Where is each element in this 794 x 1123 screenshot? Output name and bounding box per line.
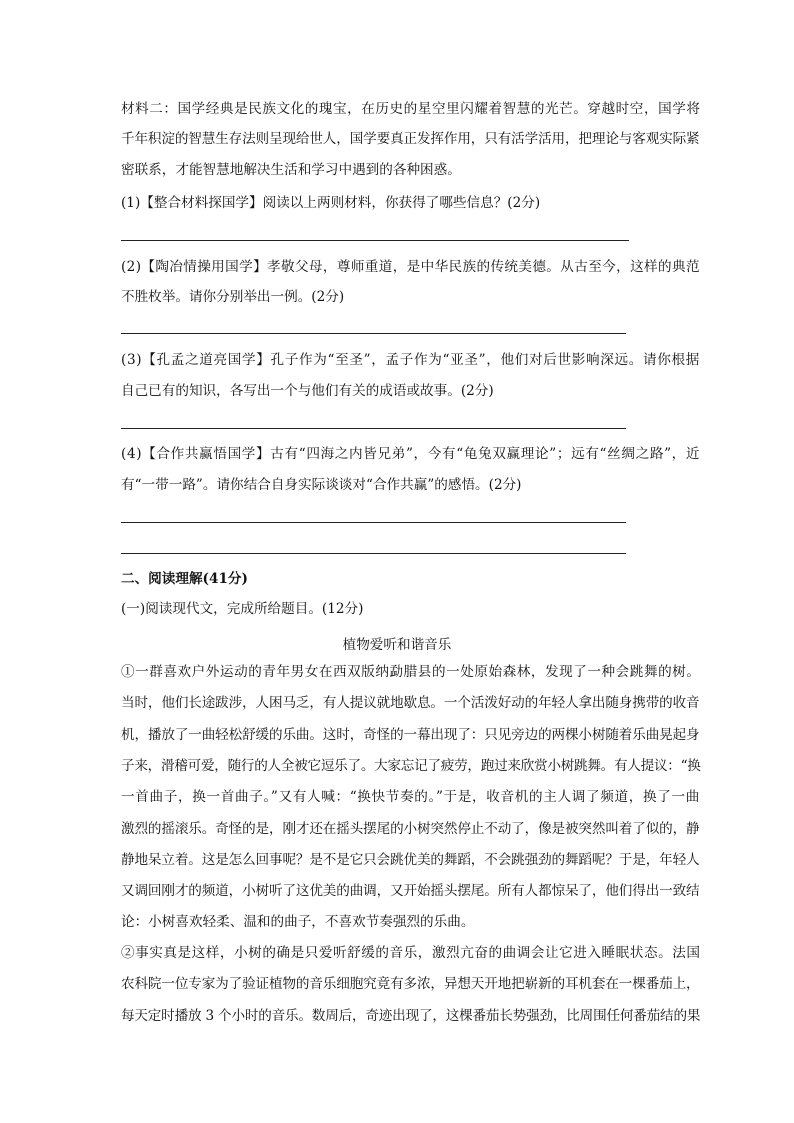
question-1: (1)【整合材料探国学】阅读以上两则材料，你获得了哪些信息？(2分): [121, 195, 541, 211]
question-2-line-2: 不胜枚举。请你分别举出一例。(2分): [121, 289, 345, 305]
answer-line-q4-b[interactable]: [121, 553, 626, 554]
answer-line-q3[interactable]: [121, 428, 626, 429]
para1-line-7: 静地呆立着。这是怎么回事呢？是不是它只会跳优美的舞蹈，不会跳强劲的舞蹈呢？于是，年轻人: [121, 852, 700, 868]
para1-line-2: 当时，他们长途跋涉，人困马乏，有人提议就地歇息。一个活泼好动的年轻人拿出随身携带的收音: [121, 695, 700, 711]
material2-line-1: 材料二：国学经典是民族文化的瑰宝，在历史的星空里闪耀着智慧的光芒。穿越时空，国学将: [121, 101, 701, 117]
section-subheading: (一)阅读现代文，完成所给题目。(12分): [121, 601, 364, 617]
question-3-line-1: (3)【孔孟之道亮国学】孔子作为“至圣”，孟子作为“亚圣”，他们对后世影响深远。请你根据: [121, 352, 701, 368]
answer-line-q4-a[interactable]: [121, 522, 626, 523]
para1-line-4: 子来，滑稽可爱，随行的人全被它逗乐了。大家忘记了疲劳，跑过来欣赏小树跳舞。有人提议：“换: [121, 758, 701, 774]
answer-line-q2[interactable]: [121, 333, 626, 334]
question-2-line-1: (2)【陶冶情操用国学】孝敬父母，尊师重道，是中华民族的传统美德。从古至今，这样的典范: [121, 259, 700, 275]
section-heading: 二、阅读理解(41分): [121, 571, 248, 587]
question-4-line-2: 有“一带一路”。请你结合自身实际谈谈对“合作共赢”的感悟。(2分): [121, 477, 522, 493]
para1-line-1: ①一群喜欢户外运动的青年男女在西双版纳勐腊县的一处原始森林，发现了一种会跳舞的树。: [121, 664, 701, 680]
material2-line-2: 千年积淀的智慧生存法则呈现给世人，国学要真正发挥作用，只有活学活用，把理论与客观实际紧: [121, 131, 700, 147]
para2-line-2: 农科院一位专家为了验证植物的音乐细胞究竟有多浓，异想天开地把崭新的耳机套在一棵番茄上，: [121, 976, 700, 992]
question-4-line-1: (4)【合作共赢悟国学】古有“四海之内皆兄弟”，今有“龟兔双赢理论”；远有“丝绸之路”，近: [121, 446, 701, 462]
para1-line-6: 激烈的摇滚乐。奇怪的是，刚才还在摇头摆尾的小树突然停止不动了，像是被突然叫着了似的，静: [121, 821, 700, 837]
article-title: 植物爱听和谐音乐: [342, 637, 452, 653]
para2-line-1: ②事实真是这样，小树的确是只爱听舒缓的音乐，激烈亢奋的曲调会让它进入睡眠状态。法国: [121, 945, 701, 961]
para1-line-9: 论：小树喜欢轻柔、温和的曲子，不喜欢节奏强烈的乐曲。: [121, 914, 475, 930]
para2-line-3: 每天定时播放 3 个小时的音乐。数周后，奇迹出现了，这棵番茄长势强劲，比周围任何番茄结的果: [121, 1008, 701, 1024]
para1-line-3: 机，播放了一曲轻松舒缓的乐曲。这时，奇怪的一幕出现了：只见旁边的两棵小树随着乐曲晃起身: [121, 727, 700, 743]
para1-line-8: 又调回刚才的频道，小树听了这优美的曲调，又开始摇头摆尾。所有人都惊呆了，他们得出一致结: [121, 883, 700, 899]
question-3-line-2: 自己已有的知识，各写出一个与他们有关的成语或故事。(2分): [121, 383, 494, 399]
para1-line-5: 一首曲子，换一首曲子。”又有人喊：“换快节奏的。”于是，收音机的主人调了频道，换了一曲: [121, 789, 700, 805]
answer-line-q1[interactable]: [121, 240, 629, 241]
material2-line-3: 密联系，才能智慧地解决生活和学习中遇到的各种困惑。: [121, 162, 461, 178]
